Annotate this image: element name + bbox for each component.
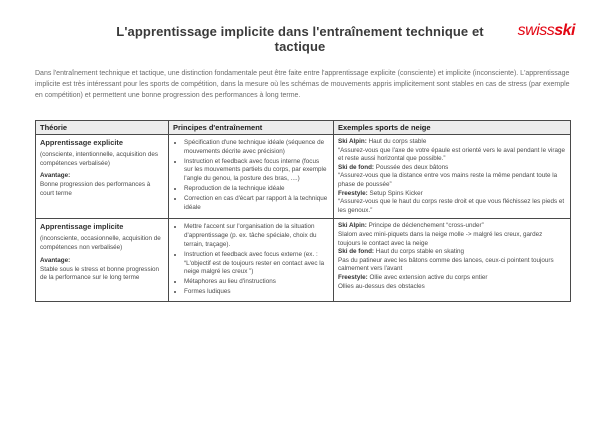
- example-sport-line: [338, 248, 566, 257]
- example-sport-line: [338, 222, 566, 231]
- sport-title: Setup Spins Kicker: [369, 189, 423, 197]
- example-detail: Ollies au-dessus des obstacles: [338, 282, 425, 290]
- advantage-label: Avantage:: [40, 172, 71, 180]
- theorie-title: Apprentissage implicite: [40, 222, 124, 232]
- example-sport-line: [338, 138, 566, 147]
- principle-bullet: • Correction en cas d'écart par rapport à la technique idéale: [184, 195, 329, 213]
- principle-bullet: • Métaphores au lieu d'instructions: [184, 278, 329, 287]
- sport-title: Principe de déclenchement “cross-under”: [368, 222, 484, 230]
- example-sport-line: [338, 164, 566, 173]
- example-detail: Pas du patineur avec les bâtons comme des lances, ceux-ci pointent toujours calmement vers l'avant: [338, 256, 554, 273]
- exemples-cell-explicite: [334, 135, 571, 219]
- principle-bullet: • Mettre l'accent sur l'organisation de la situation d'apprentissage (p. ex. tâche spéciale, choix du terrain, traçage).: [184, 223, 329, 249]
- table-header-row: [36, 121, 571, 135]
- advantage-label: Avantage:: [40, 256, 71, 264]
- theorie-subtitle: (inconsciente, occasionnelle, acquisition de compétences non verbalisée): [40, 235, 161, 251]
- theorie-subtitle: (consciente, intentionnelle, acquisition des compétences verbalisée): [40, 150, 158, 167]
- principles-list: [173, 223, 329, 296]
- example-sport-line: [338, 190, 566, 199]
- sport-name: Ski Alpin:: [338, 138, 367, 145]
- col-header-exemples: Exemples sports de neige: [334, 121, 571, 135]
- example-detail: “Assurez-vous que le haut du corps reste droit et que vous fléchissez les pieds et les genoux.”: [338, 198, 565, 214]
- sport-title: Poussée des deux bâtons: [375, 163, 449, 171]
- sport-title: Haut du corps stable: [368, 138, 427, 145]
- theorie-cell-implicite: [36, 219, 169, 301]
- table-row: [36, 219, 571, 301]
- example-sport-line: [338, 274, 566, 283]
- theorie-title: Apprentissage explicite: [40, 138, 123, 147]
- theorie-cell-explicite: [36, 135, 169, 219]
- page-header: [0, 0, 600, 54]
- principle-bullet: • Reproduction de la technique idéale: [184, 185, 329, 194]
- principes-cell-implicite: [169, 219, 334, 301]
- sport-name: Ski Alpin:: [338, 222, 367, 230]
- page-title: L'apprentissage implicite dans l'entraînement technique et tactique: [116, 24, 484, 54]
- swiss-ski-logo: [518, 22, 575, 40]
- sport-name: Ski de fond:: [338, 163, 375, 171]
- principes-cell-explicite: [169, 135, 334, 219]
- example-detail: “Assurez-vous que la distance entre vos mains reste la même pendant toute la phase de poussée”: [338, 172, 558, 188]
- sport-title: Ollie avec extension active du corps entier: [369, 273, 488, 281]
- logo-text-swiss: swiss: [517, 22, 555, 39]
- logo-text-ski: ski: [554, 22, 575, 39]
- col-header-principes: Principes d'entraînement: [169, 121, 334, 135]
- sport-title: Haut du corps stable en skating: [375, 248, 465, 256]
- advantage-text: Bonne progression des performances à court terme: [40, 181, 151, 197]
- principle-bullet: • Formes ludiques: [184, 288, 329, 297]
- sport-name: Ski de fond:: [338, 248, 375, 256]
- theory-table: [35, 120, 571, 302]
- example-detail: Slalom avec mini-piquets dans la neige molle -> malgré les creux, gardez toujours le contact avec la neige: [338, 230, 543, 247]
- sport-name: Freestyle:: [338, 273, 368, 281]
- table-row: [36, 135, 571, 219]
- example-detail: “Assurez-vous que l'axe de votre épaule est orienté vers le aval pendant le virage et reste aussi horizontal que possible.”: [338, 146, 565, 163]
- intro-paragraph: Dans l'entraînement technique et tactique, une distinction fondamentale peut être faite entre l'apprentissage explicite (consciente) et implicite (inconsciente). L'apprentissage implicite est très intéressant pour les sports de compétition, dans la mesure où les schémas de mouvements appris implicitement sont stables en cas de stress (par exemple en compétition) et permettent une bonne progression des performances à long terme.: [35, 70, 570, 99]
- exemples-cell-implicite: [334, 219, 571, 301]
- col-header-theorie: Théorie: [36, 121, 169, 135]
- principle-bullet: • Spécification d'une technique idéale (séquence de mouvements décrite avec précision): [184, 139, 329, 157]
- principle-bullet: • Instruction et feedback avec focus interne (focus sur les mouvements partiels du corps, par exemple l'angle du genou, la posture des bras, ....): [184, 158, 329, 184]
- sport-name: Freestyle:: [338, 189, 368, 197]
- principle-bullet: • Instruction et feedback avec focus externe (ex. : “L'objectif est de toujours rester en contact avec la neige malgré les creux ”): [184, 251, 329, 277]
- principles-list: [173, 139, 329, 212]
- advantage-text: Stable sous le stress et bonne progression de la performance sur le long terme: [40, 265, 160, 282]
